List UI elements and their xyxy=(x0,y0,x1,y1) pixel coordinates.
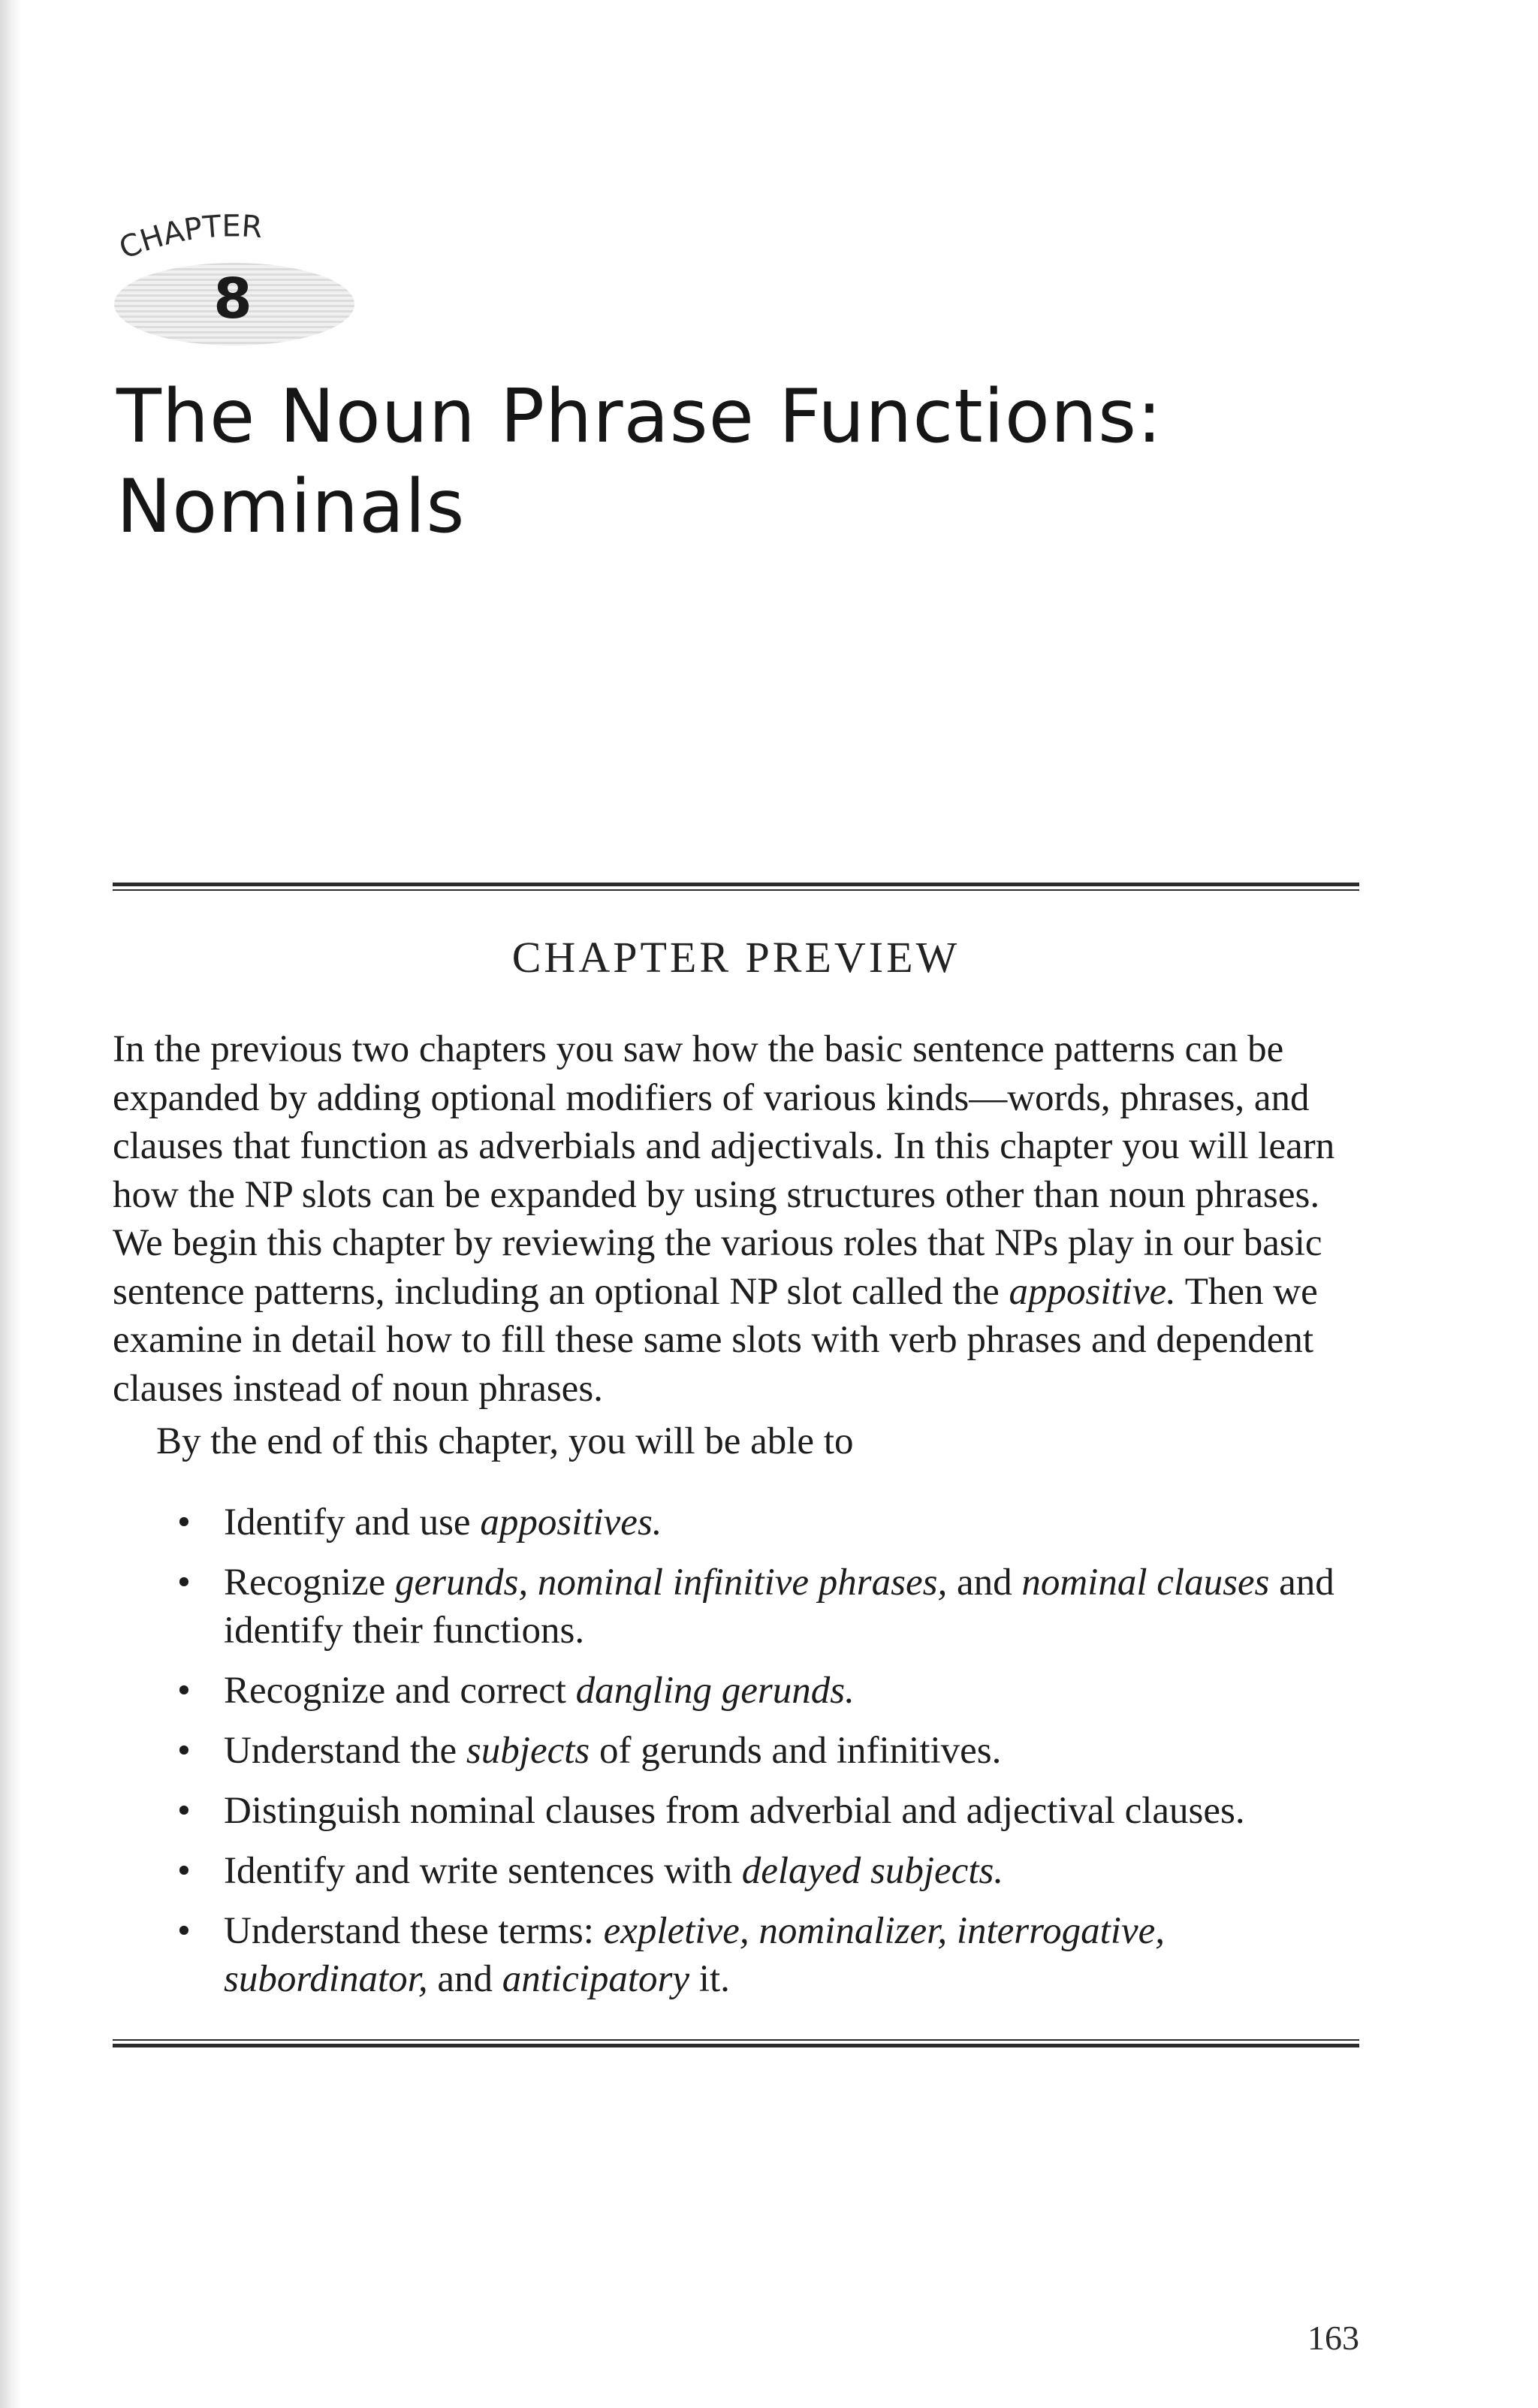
objective-text: and xyxy=(947,1562,1022,1604)
chapter-badge xyxy=(105,203,360,353)
objective-term: subjects xyxy=(466,1730,590,1772)
objective-text: Understand the xyxy=(224,1730,466,1772)
objective-term: anticipatory xyxy=(502,1958,690,2000)
objective-text: Distinguish nominal clauses from adverbial and adjectival clauses. xyxy=(224,1790,1245,1832)
objective-term: gerunds, nominal infinitive phrases, xyxy=(394,1562,948,1604)
page-gutter-shadow xyxy=(0,0,21,2408)
preview-top-rule xyxy=(113,883,1359,891)
objective-term: appositives. xyxy=(480,1501,662,1543)
chapter-title xyxy=(116,372,1393,552)
objective-text: Understand these terms: xyxy=(224,1910,604,1952)
bullet-icon xyxy=(177,1667,207,1715)
chapter-title-line-2: Nominals xyxy=(116,464,466,550)
chapter-number: 8 xyxy=(213,267,252,331)
objective-term: nominal clauses xyxy=(1021,1562,1270,1604)
objective-text: Identify and write sentences with xyxy=(224,1850,742,1892)
bullet-icon xyxy=(177,1498,207,1546)
objective-text: Identify and use xyxy=(224,1501,481,1543)
preview-intro-text: In the previous two chapters you saw how the basic sentence patterns can be expanded by adding optional modifiers of various kinds—words, phrases, and clauses that function as adverbials and adjectivals. In this chapter you will learn how the NP slots can be expanded by using structures other than noun phrases. We begin this chapter by reviewing the various roles that NPs play in our basic sentence patterns, including an optional NP slot called the xyxy=(113,1028,1335,1313)
page-number: 163 xyxy=(1307,2319,1359,2357)
chapter-label xyxy=(105,203,360,270)
preview-heading: CHAPTER PREVIEW xyxy=(511,933,960,982)
objective-text: it. xyxy=(689,1958,730,2000)
chapter-title-line-1: The Noun Phrase Functions: xyxy=(116,374,1163,460)
objectives-lead-in: By the end of this chapter, you will be able to xyxy=(156,1420,854,1462)
bullet-icon xyxy=(177,1559,207,1607)
objectives-list xyxy=(113,1498,1363,2015)
objective-item xyxy=(113,1847,1363,1895)
preview-intro-text-end: Then we examine in detail how to fill these same slots with verb phrases and dependent clauses instead of noun phrases. xyxy=(113,1270,1318,1410)
objective-text: Recognize and correct xyxy=(224,1670,576,1712)
bullet-icon xyxy=(177,1847,207,1895)
objective-item xyxy=(113,1787,1363,1835)
objective-item xyxy=(113,1907,1363,2003)
objective-text: and xyxy=(427,1958,502,2000)
preview-intro-term: appositive. xyxy=(1009,1270,1176,1313)
objective-term: dangling gerunds. xyxy=(575,1670,855,1712)
objective-term: delayed subjects. xyxy=(741,1850,1004,1892)
bullet-icon xyxy=(177,1787,207,1835)
objective-text: Recognize xyxy=(224,1562,395,1604)
objective-item xyxy=(113,1667,1363,1715)
preview-bottom-rule xyxy=(113,2039,1359,2047)
bullet-icon xyxy=(177,1907,207,1955)
chapter-label-arc: CHAPTER xyxy=(114,209,264,267)
objective-item xyxy=(113,1498,1363,1546)
preview-intro xyxy=(113,1025,1363,1413)
objective-text: of gerunds and infinitives. xyxy=(590,1730,1002,1772)
objective-term: expletive, nominalizer, interrogative, subordinator, xyxy=(224,1910,1165,2000)
objective-text: and identify their functions. xyxy=(224,1562,1334,1652)
objective-item xyxy=(113,1727,1363,1775)
bullet-icon xyxy=(177,1727,207,1775)
objective-item xyxy=(113,1559,1363,1655)
